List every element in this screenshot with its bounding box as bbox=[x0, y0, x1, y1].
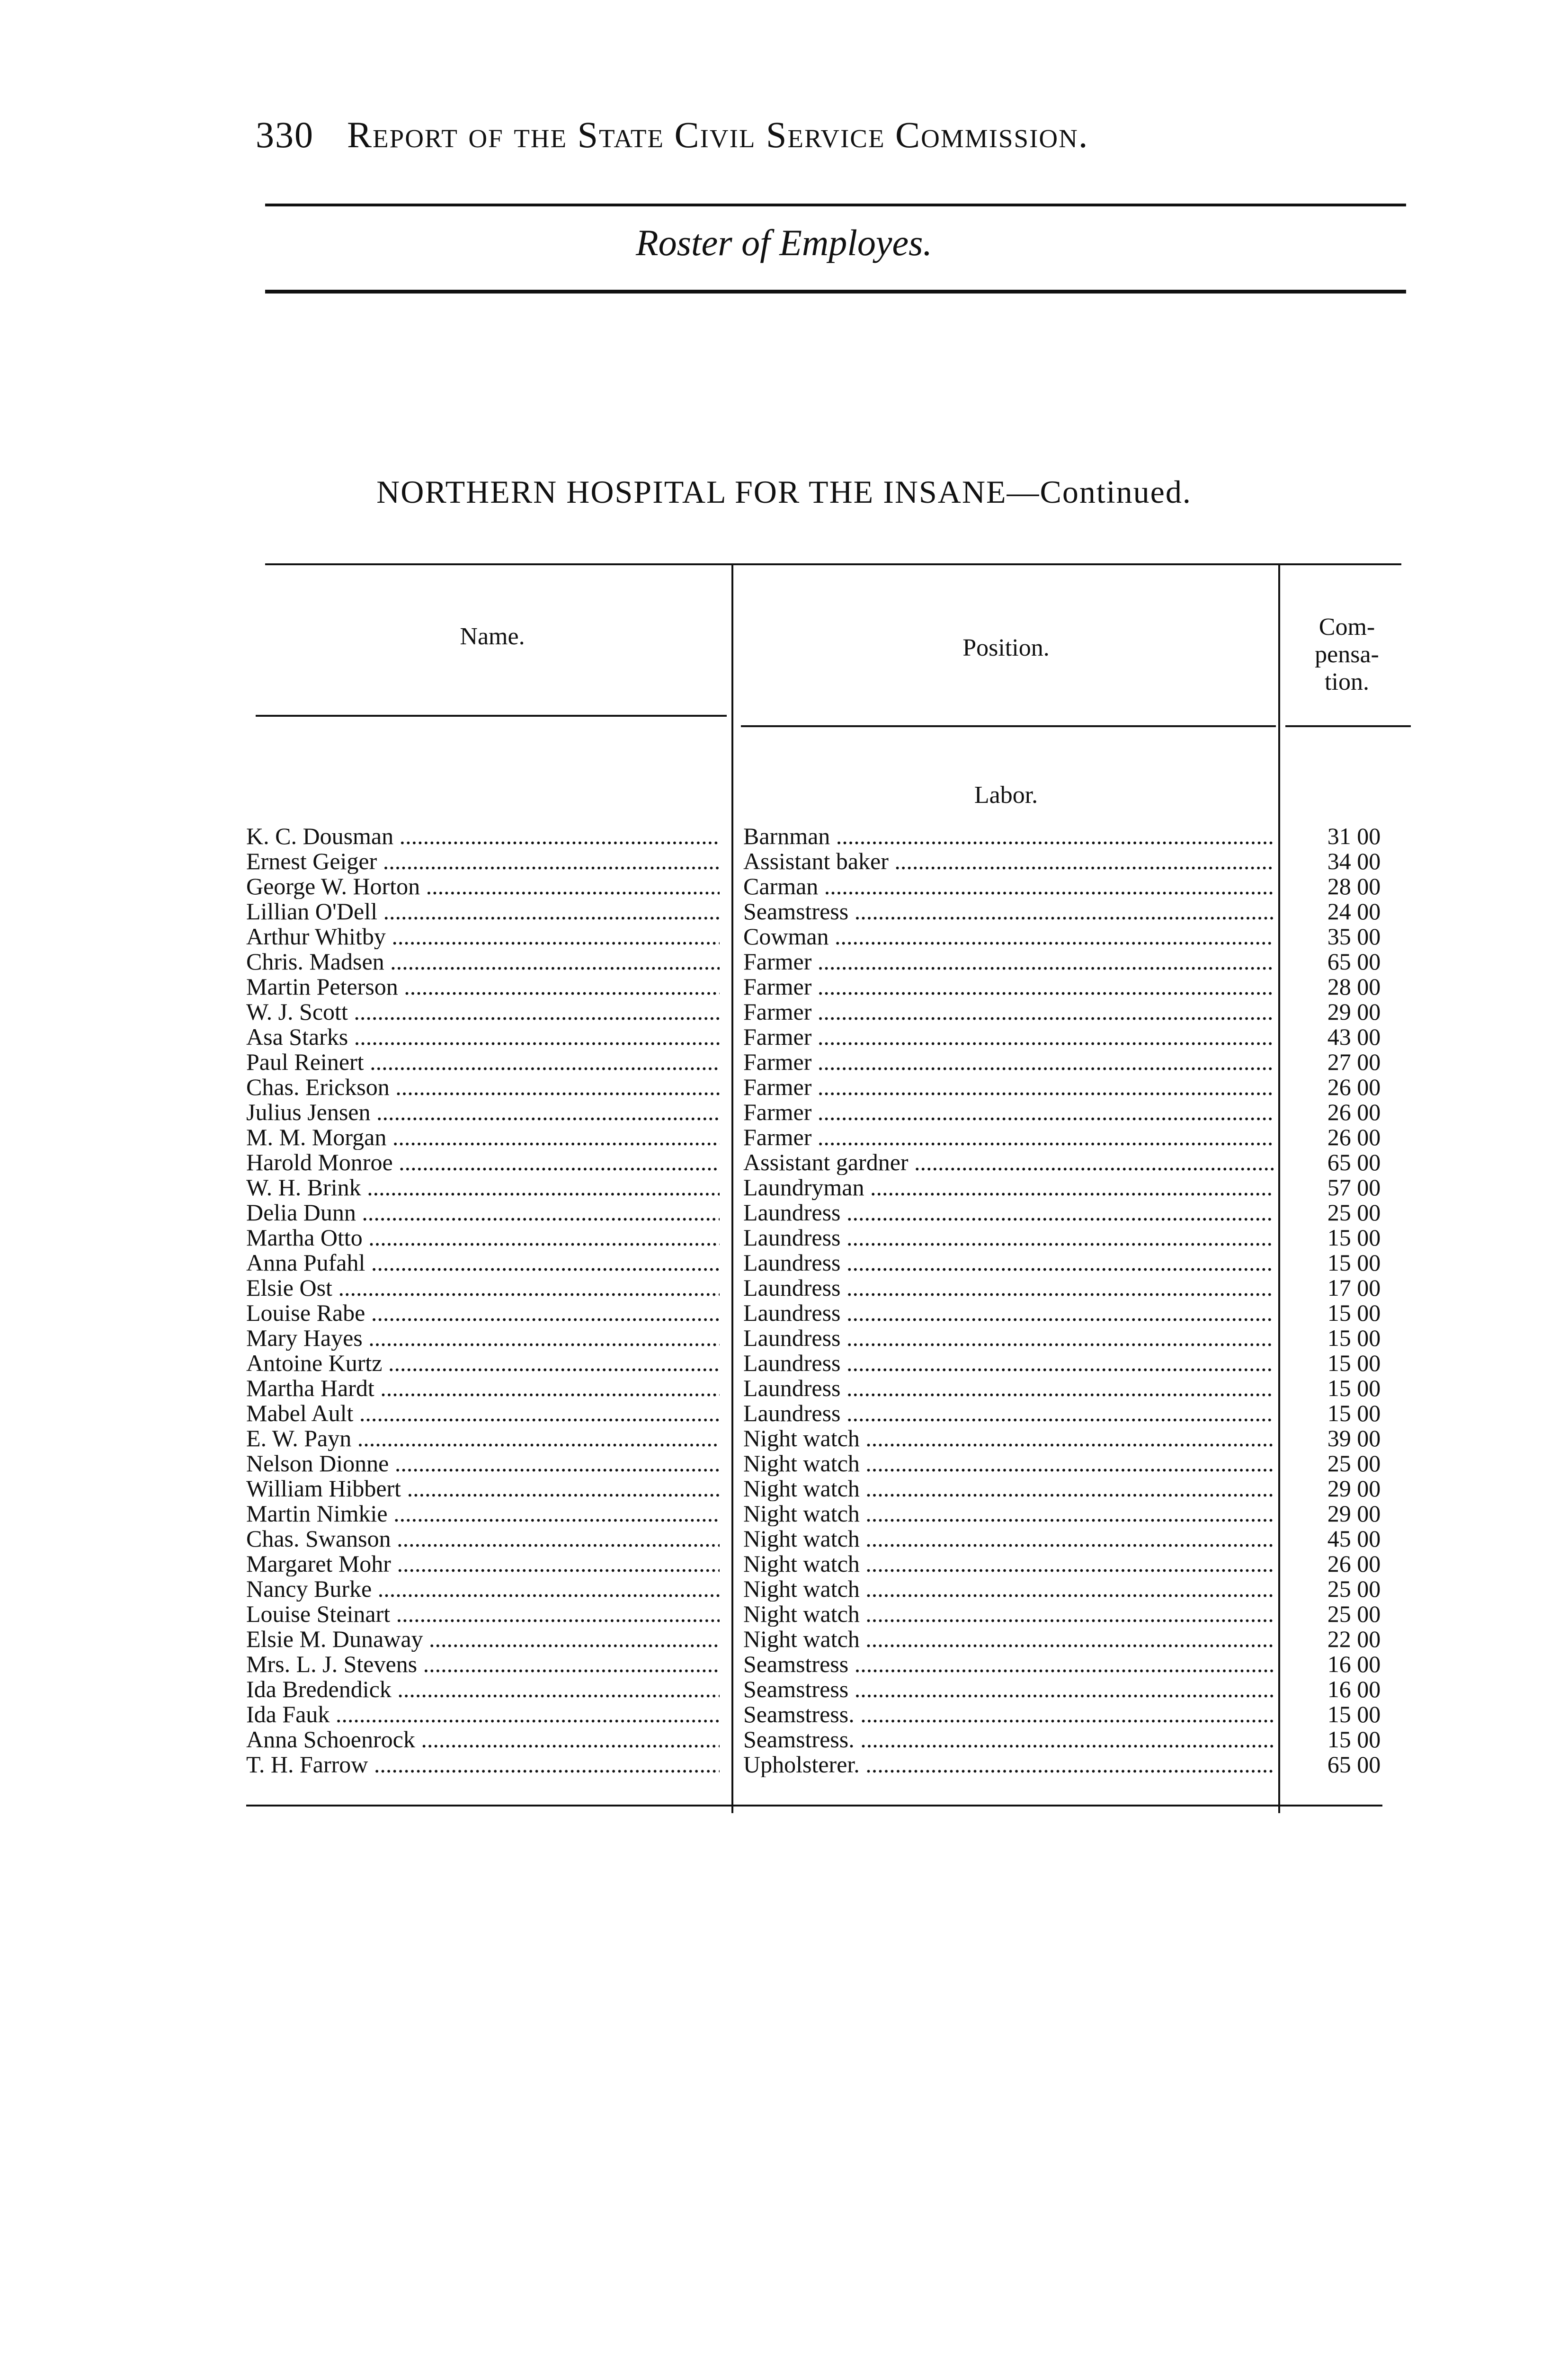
employee-compensation: 16 00 bbox=[1327, 1677, 1381, 1702]
column-header-position: Position. bbox=[962, 634, 1050, 661]
employee-position: Cowman ..... bbox=[743, 924, 1274, 949]
table-row bbox=[0, 1250, 1568, 1275]
table-row bbox=[0, 924, 1568, 949]
employee-name: E. W. Payn ..... bbox=[246, 1426, 720, 1451]
employee-name: Martin Nimkie ..... bbox=[246, 1501, 720, 1526]
table-row bbox=[0, 874, 1568, 899]
header-divider-comp bbox=[1285, 725, 1411, 727]
employee-position: Farmer ..... bbox=[743, 1100, 1274, 1125]
employee-position: Night watch ..... bbox=[743, 1576, 1274, 1602]
employee-position: Night watch ..... bbox=[743, 1501, 1274, 1526]
table-row bbox=[0, 1326, 1568, 1351]
employee-position: Upholsterer. ..... bbox=[743, 1752, 1274, 1777]
employee-name: Martha Hardt ..... bbox=[246, 1376, 720, 1401]
employee-compensation: 15 00 bbox=[1327, 1376, 1381, 1401]
table-row bbox=[0, 1275, 1568, 1300]
employee-compensation: 25 00 bbox=[1327, 1200, 1381, 1225]
table-row bbox=[0, 1225, 1568, 1250]
column-header-compensation bbox=[1283, 614, 1411, 696]
employee-compensation: 15 00 bbox=[1327, 1326, 1381, 1351]
employee-position: Assistant baker ..... bbox=[743, 849, 1274, 874]
employee-compensation: 26 00 bbox=[1327, 1100, 1381, 1125]
employee-compensation: 15 00 bbox=[1327, 1225, 1381, 1250]
employee-compensation: 57 00 bbox=[1327, 1175, 1381, 1200]
employee-name: K. C. Dousman ..... bbox=[246, 824, 720, 849]
employee-position: Night watch ..... bbox=[743, 1602, 1274, 1627]
employee-position: Laundress ..... bbox=[743, 1376, 1274, 1401]
labor-subheading: Labor. bbox=[974, 782, 1038, 809]
table-row bbox=[0, 1024, 1568, 1050]
employee-compensation: 65 00 bbox=[1327, 949, 1381, 974]
employee-name: Mary Hayes ..... bbox=[246, 1326, 720, 1351]
employee-position: Night watch ..... bbox=[743, 1426, 1274, 1451]
employee-name: Harold Monroe ..... bbox=[246, 1150, 720, 1175]
employee-position: Night watch ..... bbox=[743, 1627, 1274, 1652]
employee-name: Asa Starks ..... bbox=[246, 1024, 720, 1050]
employee-compensation: 29 00 bbox=[1327, 1476, 1381, 1501]
employee-name: Lillian O'Dell ..... bbox=[246, 899, 720, 924]
compensation-header-line1: Com- bbox=[1319, 614, 1375, 641]
employee-compensation: 15 00 bbox=[1327, 1300, 1381, 1326]
employee-position: Laundress ..... bbox=[743, 1250, 1274, 1275]
employee-position: Laundress ..... bbox=[743, 1351, 1274, 1376]
employee-compensation: 43 00 bbox=[1327, 1024, 1381, 1050]
roster-subtitle: Roster of Employes. bbox=[635, 222, 933, 263]
table-row bbox=[0, 1627, 1568, 1652]
table-row bbox=[0, 1300, 1568, 1326]
employee-name: Anna Pufahl ..... bbox=[246, 1250, 720, 1275]
employee-name: Anna Schoenrock ..... bbox=[246, 1727, 720, 1752]
employee-compensation: 29 00 bbox=[1327, 1501, 1381, 1526]
section-title: NORTHERN HOSPITAL FOR THE INSANE—Continued. bbox=[376, 474, 1192, 510]
employee-position: Farmer ..... bbox=[743, 1075, 1274, 1100]
table-row bbox=[0, 1526, 1568, 1551]
table-row bbox=[0, 1376, 1568, 1401]
employee-name: Ida Fauk ..... bbox=[246, 1702, 720, 1727]
employee-compensation: 65 00 bbox=[1327, 1150, 1381, 1175]
employee-compensation: 15 00 bbox=[1327, 1250, 1381, 1275]
employee-position: Night watch ..... bbox=[743, 1476, 1274, 1501]
table-top-rule bbox=[265, 563, 1401, 565]
employee-name: Louise Steinart ..... bbox=[246, 1602, 720, 1627]
employee-compensation: 22 00 bbox=[1327, 1627, 1381, 1652]
employee-position: Farmer ..... bbox=[743, 949, 1274, 974]
employee-compensation: 28 00 bbox=[1327, 974, 1381, 999]
table-row bbox=[0, 1752, 1568, 1777]
employee-name: Julius Jensen ..... bbox=[246, 1100, 720, 1125]
header-divider-name bbox=[256, 715, 727, 717]
table-row bbox=[0, 1652, 1568, 1677]
employee-name: M. M. Morgan ..... bbox=[246, 1125, 720, 1150]
employee-position: Seamstress ..... bbox=[743, 899, 1274, 924]
employee-compensation: 25 00 bbox=[1327, 1602, 1381, 1627]
employee-compensation: 34 00 bbox=[1327, 849, 1381, 874]
table-row bbox=[0, 1702, 1568, 1727]
employee-position: Laundress ..... bbox=[743, 1275, 1274, 1300]
employee-name: Mabel Ault ..... bbox=[246, 1401, 720, 1426]
table-row bbox=[0, 1677, 1568, 1702]
employee-compensation: 35 00 bbox=[1327, 924, 1381, 949]
header-rule-top bbox=[265, 204, 1406, 206]
employee-compensation: 39 00 bbox=[1327, 1426, 1381, 1451]
page-number: 330 bbox=[256, 114, 314, 155]
employee-name: Chris. Madsen ..... bbox=[246, 949, 720, 974]
employee-position: Barnman ..... bbox=[743, 824, 1274, 849]
employee-name: Nancy Burke ..... bbox=[246, 1576, 720, 1602]
employee-compensation: 27 00 bbox=[1327, 1050, 1381, 1075]
employee-compensation: 28 00 bbox=[1327, 874, 1381, 899]
table-row bbox=[0, 849, 1568, 874]
employee-position: Farmer ..... bbox=[743, 1125, 1274, 1150]
table-row bbox=[0, 1150, 1568, 1175]
employee-name: George W. Horton ..... bbox=[246, 874, 720, 899]
employee-compensation: 26 00 bbox=[1327, 1125, 1381, 1150]
table-row bbox=[0, 1050, 1568, 1075]
employee-name: Arthur Whitby ..... bbox=[246, 924, 720, 949]
table-row bbox=[0, 824, 1568, 849]
employee-position: Laundress ..... bbox=[743, 1326, 1274, 1351]
table-row bbox=[0, 1451, 1568, 1476]
employee-position: Farmer ..... bbox=[743, 999, 1274, 1024]
table-row bbox=[0, 899, 1568, 924]
table-row bbox=[0, 1351, 1568, 1376]
employee-position: Farmer ..... bbox=[743, 974, 1274, 999]
table-row bbox=[0, 1200, 1568, 1225]
employee-name: William Hibbert ..... bbox=[246, 1476, 720, 1501]
employee-position: Laundress ..... bbox=[743, 1300, 1274, 1326]
table-row bbox=[0, 1602, 1568, 1627]
employee-position: Seamstress. ..... bbox=[743, 1702, 1274, 1727]
employee-position: Seamstress ..... bbox=[743, 1652, 1274, 1677]
employee-name: Martin Peterson ..... bbox=[246, 974, 720, 999]
table-row bbox=[0, 1551, 1568, 1576]
employee-compensation: 15 00 bbox=[1327, 1401, 1381, 1426]
table-bottom-rule bbox=[246, 1805, 1382, 1806]
table-row bbox=[0, 1576, 1568, 1602]
table-row bbox=[0, 1476, 1568, 1501]
header-divider-position bbox=[741, 725, 1276, 727]
table-row bbox=[0, 1501, 1568, 1526]
employee-name: Chas. Swanson ..... bbox=[246, 1526, 720, 1551]
employee-name: Ida Bredendick ..... bbox=[246, 1677, 720, 1702]
employee-name: Elsie M. Dunaway ..... bbox=[246, 1627, 720, 1652]
employee-compensation: 26 00 bbox=[1327, 1551, 1381, 1576]
employee-name: Margaret Mohr ..... bbox=[246, 1551, 720, 1576]
employee-position: Night watch ..... bbox=[743, 1526, 1274, 1551]
compensation-header-line3: tion. bbox=[1325, 668, 1369, 695]
employee-compensation: 25 00 bbox=[1327, 1451, 1381, 1476]
employee-position: Assistant gardner ..... bbox=[743, 1150, 1274, 1175]
employee-position: Laundress ..... bbox=[743, 1225, 1274, 1250]
employee-name: Nelson Dionne ..... bbox=[246, 1451, 720, 1476]
employee-position: Night watch ..... bbox=[743, 1451, 1274, 1476]
employee-name: Louise Rabe ..... bbox=[246, 1300, 720, 1326]
employee-position: Farmer ..... bbox=[743, 1050, 1274, 1075]
employee-compensation: 15 00 bbox=[1327, 1351, 1381, 1376]
employee-name: Delia Dunn ..... bbox=[246, 1200, 720, 1225]
employee-name: Ernest Geiger ..... bbox=[246, 849, 720, 874]
employee-compensation: 65 00 bbox=[1327, 1752, 1381, 1777]
employee-compensation: 45 00 bbox=[1327, 1526, 1381, 1551]
table-row bbox=[0, 1125, 1568, 1150]
table-row bbox=[0, 1401, 1568, 1426]
employee-name: T. H. Farrow ..... bbox=[246, 1752, 720, 1777]
employee-name: Mrs. L. J. Stevens ..... bbox=[246, 1652, 720, 1677]
employee-compensation: 16 00 bbox=[1327, 1652, 1381, 1677]
employee-compensation: 17 00 bbox=[1327, 1275, 1381, 1300]
employee-position: Farmer ..... bbox=[743, 1024, 1274, 1050]
running-title: Report of the State Civil Service Commission. bbox=[347, 114, 1089, 155]
column-header-name: Name. bbox=[460, 623, 525, 650]
employee-compensation: 15 00 bbox=[1327, 1702, 1381, 1727]
employee-compensation: 26 00 bbox=[1327, 1075, 1381, 1100]
employee-position: Laundress ..... bbox=[743, 1200, 1274, 1225]
table-row bbox=[0, 1727, 1568, 1752]
page-header bbox=[256, 114, 1088, 156]
employee-name: Paul Reinert ..... bbox=[246, 1050, 720, 1075]
table-row bbox=[0, 1175, 1568, 1200]
header-rule-bottom bbox=[265, 290, 1406, 294]
table-row bbox=[0, 949, 1568, 974]
employee-compensation: 24 00 bbox=[1327, 899, 1381, 924]
employee-name: W. H. Brink ..... bbox=[246, 1175, 720, 1200]
employee-compensation: 31 00 bbox=[1327, 824, 1381, 849]
employee-compensation: 29 00 bbox=[1327, 999, 1381, 1024]
employee-name: Martha Otto ..... bbox=[246, 1225, 720, 1250]
employee-name: Antoine Kurtz ..... bbox=[246, 1351, 720, 1376]
employee-position: Laundryman ..... bbox=[743, 1175, 1274, 1200]
table-row bbox=[0, 974, 1568, 999]
employee-name: Chas. Erickson ..... bbox=[246, 1075, 720, 1100]
compensation-header-line2: pensa- bbox=[1315, 641, 1379, 668]
employee-compensation: 15 00 bbox=[1327, 1727, 1381, 1752]
table-row bbox=[0, 999, 1568, 1024]
employee-name: W. J. Scott ..... bbox=[246, 999, 720, 1024]
employee-position: Seamstress ..... bbox=[743, 1677, 1274, 1702]
employee-position: Carman ..... bbox=[743, 874, 1274, 899]
employee-name: Elsie Ost ..... bbox=[246, 1275, 720, 1300]
table-row bbox=[0, 1426, 1568, 1451]
employee-compensation: 25 00 bbox=[1327, 1576, 1381, 1602]
employee-position: Seamstress. ..... bbox=[743, 1727, 1274, 1752]
table-row bbox=[0, 1100, 1568, 1125]
table-row bbox=[0, 1075, 1568, 1100]
employee-position: Laundress ..... bbox=[743, 1401, 1274, 1426]
employee-position: Night watch ..... bbox=[743, 1551, 1274, 1576]
